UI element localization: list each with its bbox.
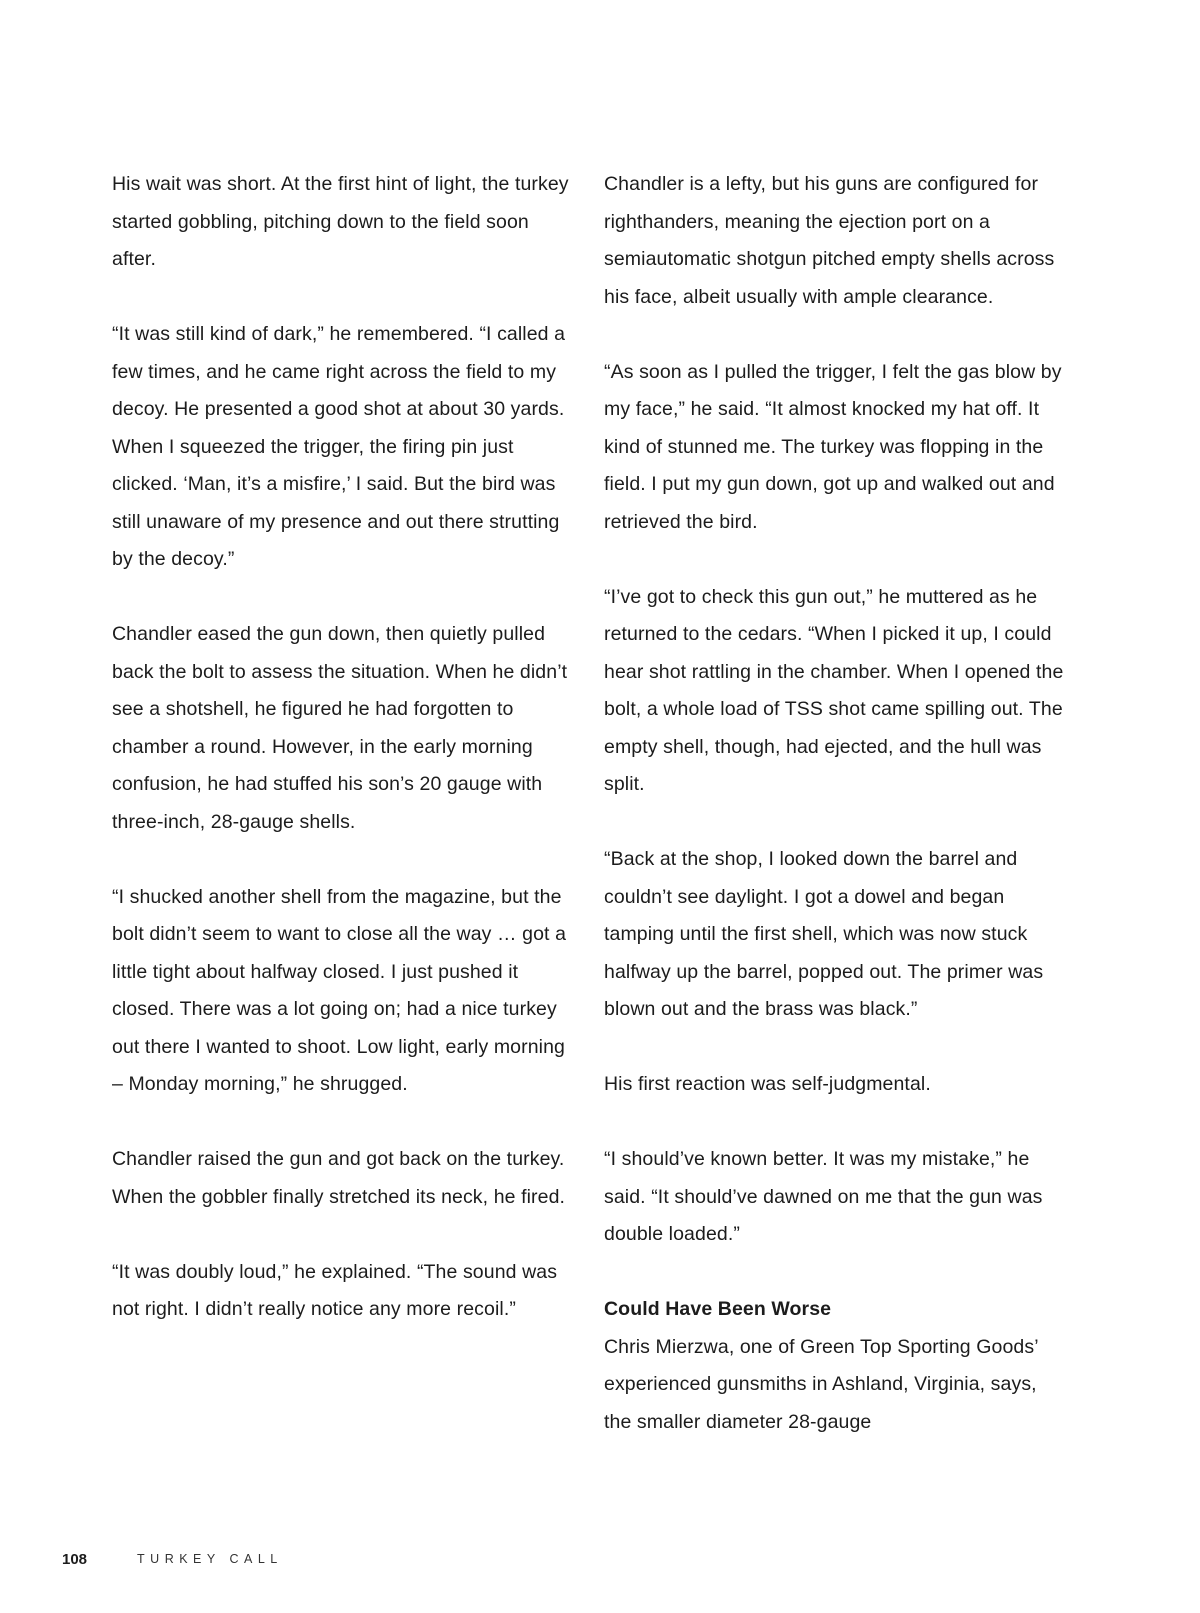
paragraph: “It was doubly loud,” he explained. “The sound was not right. I didn’t really notice any more recoil.” — [112, 1260, 558, 1320]
paragraph: “I should’ve known better. It was my mistake,” he said. “It should’ve dawned on me that the gun was double loaded.” — [604, 1148, 1043, 1245]
magazine-title: TURKEY CALL — [137, 1552, 283, 1566]
paragraph: Chris Mierzwa, one of Green Top Sporting Goods’ experienced gunsmiths in Ashland, Virginia, says, the smaller diameter 28-gauge — [604, 1335, 1038, 1433]
paragraph: His wait was short. At the first hint of light, the turkey started gobbling, pitching down to the field soon after. — [112, 173, 569, 270]
paragraph: Chandler eased the gun down, then quietly pulled back the bolt to assess the situation. When he didn’t see a shotshell, he figured he had forgotten to chamber a round. However, in the early morning confusion, he had stuffed his son’s 20 gauge with three-inch, 28-gauge shells. — [112, 623, 568, 833]
right-column — [604, 166, 1064, 1479]
paragraph: Chandler raised the gun and got back on the turkey. When the gobbler finally stretched its neck, he fired. — [112, 1148, 566, 1208]
left-column — [112, 166, 572, 1366]
paragraph: “It was still kind of dark,” he remembered. “I called a few times, and he came right across the field to my decoy. He presented a good shot at about 30 yards. When I squeezed the trigger, the firing pin just clicked. ‘Man, it’s a misfire,’ I said. But the bird was still unaware of my presence and out there strutting by the decoy.” — [112, 323, 566, 570]
paragraph: “Back at the shop, I looked down the barrel and couldn’t see daylight. I got a dowel and began tamping until the first shell, which was now stuck halfway up the barrel, popped out. The primer was blown out and the brass was black.” — [604, 848, 1044, 1020]
subhead-section — [604, 1291, 1064, 1441]
page-number: 108 — [62, 1550, 88, 1568]
paragraph: “As soon as I pulled the trigger, I felt the gas blow by my face,” he said. “It almost knocked my hat off. It kind of stunned me. The turkey was flopping in the field. I put my gun down, got up and walked out and retrieved the bird. — [604, 360, 1062, 533]
paragraph: Chandler is a lefty, but his guns are configured for righthanders, meaning the ejection port on a semiautomatic shotgun pitched empty shells across his face, albeit usually with ample clearance. — [604, 173, 1055, 308]
paragraph: His first reaction was self-judgmental. — [604, 1073, 931, 1095]
page-footer — [62, 1549, 283, 1569]
paragraph: “I shucked another shell from the magazine, but the bolt didn’t seem to want to close all the way … got a little tight about halfway closed. I just pushed it closed. There was a lot going on; had a nice turkey out there I wanted to shoot. Low light, early morning – Monday morning,” he shrugged. — [112, 885, 567, 1095]
paragraph: “I’ve got to check this gun out,” he muttered as he returned to the cedars. “When I picked it up, I could hear shot rattling in the chamber. When I opened the bolt, a whole load of TSS shot came spilling out. The empty shell, though, had ejected, and the hull was split. — [604, 585, 1064, 795]
section-subhead: Could Have Been Worse — [604, 1298, 832, 1320]
